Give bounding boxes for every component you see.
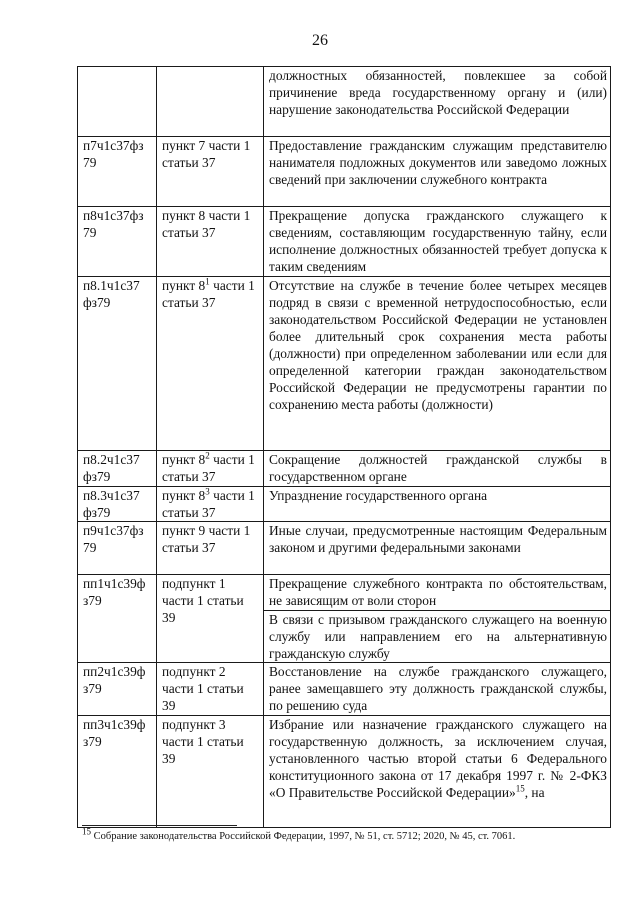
description-cell: [264, 575, 611, 611]
code-cell: пп2ч1с39ф з79: [78, 663, 157, 716]
clause-text: пункт 8: [162, 452, 206, 467]
table-row: [78, 207, 611, 277]
table-row: [78, 137, 611, 207]
description-cell: [264, 716, 611, 828]
code-cell: п8.2ч1с37 фз79: [78, 451, 157, 487]
code-cell: пп1ч1с39ф з79: [78, 575, 157, 663]
code-cell: п8.3ч1с37 фз79: [78, 487, 157, 522]
table-row: [78, 716, 611, 828]
footnote: [82, 826, 602, 843]
table-row: [78, 277, 611, 451]
footnote-marker: 15: [82, 826, 91, 837]
code-cell: п8ч1с37фз 79: [78, 207, 157, 277]
table-row: [78, 663, 611, 716]
clause-cell: подпункт 1 части 1 статьи 39: [157, 575, 264, 663]
description-text: Избрание или назначение гражданского служащего на государственную должность, за исключением случая, установленного частью второй статьи 6 Федерального конституционного закона от 17 декабря 1997 г. № 2-ФКЗ «О Правительстве Российской Федерации»: [269, 717, 607, 800]
code-cell: [78, 67, 157, 137]
clause-superscript: 2: [205, 450, 210, 461]
description-cell: [264, 277, 611, 451]
description-text: Восстановление на службе гражданского служащего, ранее замещавшего эту должность гражданской службы, по решению суда: [269, 664, 607, 713]
dismissal-grounds-table: [77, 66, 611, 828]
table-row: [78, 67, 611, 137]
description-text: Сокращение должностей гражданской службы в государственном органе: [269, 452, 607, 484]
description-text: , на: [524, 785, 545, 800]
table-row: [78, 575, 611, 611]
description-text: Иные случаи, предусмотренные настоящим Федеральным законом и другими федеральными законами: [269, 523, 607, 555]
footnote-text: Собрание законодательства Российской Федерации, 1997, № 51, ст. 5712; 2020, № 45, ст. 7061.: [91, 831, 516, 842]
description-cell: [264, 137, 611, 207]
clause-text: части 1 статьи 37: [162, 278, 255, 310]
description-text: В связи с призывом гражданского служащего на военную службу или направлением его на альтернативную гражданскую службу: [269, 612, 607, 661]
description-cell: [264, 67, 611, 137]
code-cell: п8.1ч1с37 фз79: [78, 277, 157, 451]
clause-cell: пункт 8 части 1 статьи 37: [157, 207, 264, 277]
clause-text: части 1 статьи 37: [162, 452, 255, 484]
clause-cell: пункт 9 части 1 статьи 37: [157, 522, 264, 575]
footnote-reference: 15: [515, 783, 525, 794]
description-text: Отсутствие на службе в течение более четырех месяцев подряд в связи с временной нетрудоспособностью, если законодательством Российской Федерации не установлен более длительный срок сохранения места работы (должности) при определенном заболевании или если для определенной категории граждан законодательством Российской Федерации не предусмотрены гарантии по сохранению места работы (должности): [269, 278, 607, 412]
clause-superscript: 1: [205, 276, 210, 287]
clause-cell: [157, 277, 264, 451]
clause-cell: [157, 451, 264, 487]
description-cell: [264, 451, 611, 487]
description-cell: [264, 522, 611, 575]
code-cell: пп3ч1с39ф з79: [78, 716, 157, 828]
clause-cell: [157, 487, 264, 522]
clause-cell: [157, 67, 264, 137]
clause-superscript: 3: [205, 486, 210, 497]
description-text: Прекращение служебного контракта по обстоятельствам, не зависящим от воли сторон: [269, 576, 607, 608]
page-number: 26: [312, 32, 328, 49]
description-cell: [264, 611, 611, 663]
table-row: [78, 522, 611, 575]
table-row: [78, 451, 611, 487]
description-text: Предоставление гражданским служащим представителю нанимателя подложных документов или заведомо ложных сведений при заключении служебного контракта: [269, 138, 607, 187]
clause-text: пункт 8: [162, 278, 206, 293]
clause-text: пункт 8: [162, 488, 206, 503]
description-text: должностных обязанностей, повлекшее за собой причинение вреда государственному органу и (или) нарушение законодательства Российской Федерации: [269, 68, 607, 117]
description-cell: [264, 487, 611, 522]
clause-cell: пункт 7 части 1 статьи 37: [157, 137, 264, 207]
footnote-divider: [82, 825, 237, 826]
description-cell: [264, 207, 611, 277]
table-row: [78, 487, 611, 522]
clause-text: части 1 статьи 37: [162, 488, 255, 520]
description-text: Прекращение допуска гражданского служащего к сведениям, составляющим государственную тайну, если исполнение должностных обязанностей требует допуска к таким сведениям: [269, 208, 607, 274]
clause-cell: подпункт 3 части 1 статьи 39: [157, 716, 264, 828]
code-cell: п7ч1с37фз 79: [78, 137, 157, 207]
code-cell: п9ч1с37фз 79: [78, 522, 157, 575]
description-text: Упразднение государственного органа: [269, 488, 488, 503]
description-cell: [264, 663, 611, 716]
clause-cell: подпункт 2 части 1 статьи 39: [157, 663, 264, 716]
